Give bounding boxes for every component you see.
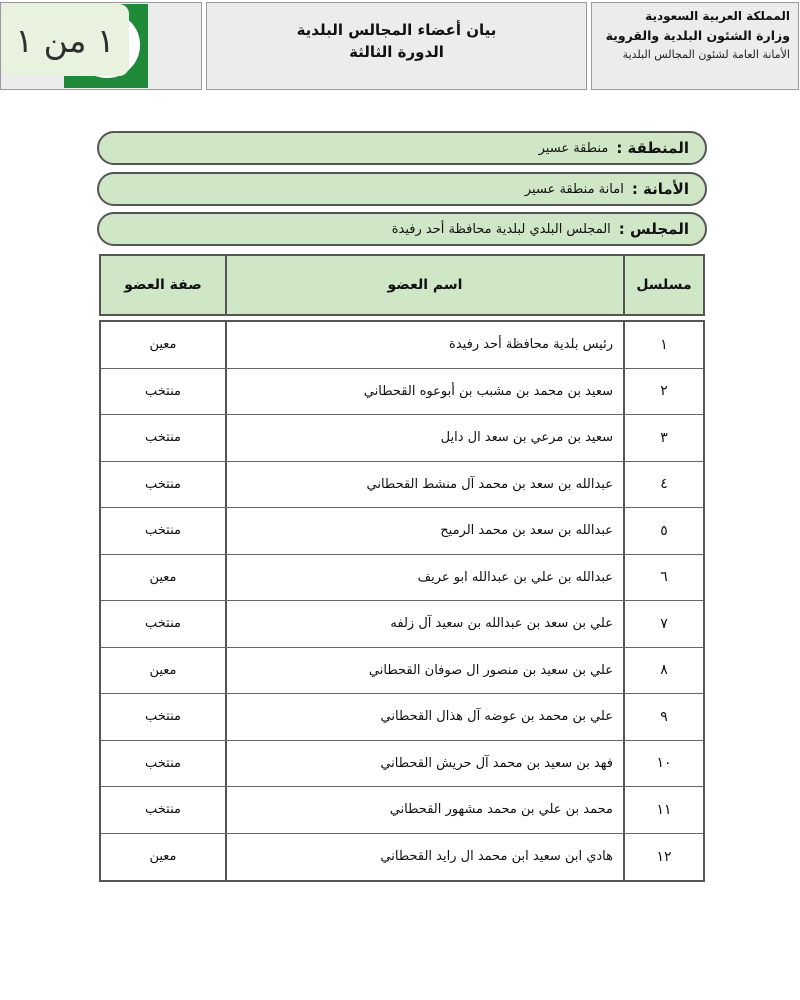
- member-name-cell: علي بن سعد بن عبدالله بن سعيد آل زلفه: [225, 601, 623, 647]
- ministry-name: وزارة الشئون البلدية والقروية: [605, 28, 790, 43]
- member-status-cell: معين: [149, 849, 177, 865]
- table-row: [101, 648, 703, 695]
- member-name-cell: عبدالله بن سعد بن محمد آل منشط القحطاني: [225, 462, 623, 508]
- member-name-cell: فهد بن سعيد بن محمد آل حريش القحطاني: [225, 741, 623, 787]
- member-status-cell: منتخب: [145, 523, 181, 539]
- table-row: [101, 508, 703, 555]
- municipality-field: [97, 172, 707, 206]
- serial-cell: ٦: [623, 555, 703, 601]
- serial-cell: ٤: [623, 462, 703, 508]
- member-status-cell: منتخب: [145, 709, 181, 725]
- council-label: المجلس :: [618, 220, 689, 238]
- member-name-cell: هادي ابن سعيد ابن محمد ال رايد القحطاني: [225, 834, 623, 881]
- document-title: بيان أعضاء المجالس البلدية: [296, 21, 497, 39]
- member-status-cell: منتخب: [145, 616, 181, 632]
- table-row: [101, 415, 703, 462]
- member-status-cell: منتخب: [145, 802, 181, 818]
- member-status-cell: منتخب: [145, 383, 181, 399]
- document-header: [0, 0, 800, 92]
- member-status-cell: منتخب: [145, 476, 181, 492]
- serial-column-header: مسلسل: [623, 256, 703, 314]
- serial-cell: ١١: [623, 787, 703, 833]
- table-row: [101, 462, 703, 509]
- region-value: منطقة عسير: [538, 140, 609, 156]
- title-box: [206, 2, 587, 90]
- kingdom-name: المملكة العربية السعودية: [645, 9, 790, 23]
- member-name-cell: سعيد بن مرعي بن سعد ال دايل: [225, 415, 623, 461]
- name-column-header: اسم العضو: [225, 256, 623, 314]
- region-label: المنطقة :: [616, 139, 689, 157]
- serial-cell: ١: [623, 322, 703, 368]
- serial-cell: ٣: [623, 415, 703, 461]
- table-row: [101, 741, 703, 788]
- serial-cell: ٧: [623, 601, 703, 647]
- secretariat-name: الأمانة العامة لشئون المجالس البلدية: [622, 48, 790, 61]
- serial-cell: ٨: [623, 648, 703, 694]
- ministry-info-box: [591, 2, 799, 90]
- serial-cell: ٥: [623, 508, 703, 554]
- table-row: [101, 601, 703, 648]
- serial-cell: ١٠: [623, 741, 703, 787]
- member-status-cell: معين: [149, 569, 177, 585]
- member-status-cell: منتخب: [145, 430, 181, 446]
- member-name-cell: علي بن سعيد بن منصور ال صوفان القحطاني: [225, 648, 623, 694]
- member-status-cell: منتخب: [145, 755, 181, 771]
- table-row: [101, 555, 703, 602]
- serial-cell: ٢: [623, 369, 703, 415]
- member-status-cell: معين: [149, 337, 177, 353]
- members-table-header: [99, 254, 705, 316]
- council-field: [97, 212, 707, 246]
- status-column-header: صفة العضو: [124, 277, 202, 293]
- member-status-cell: معين: [149, 662, 177, 678]
- table-row: [101, 787, 703, 834]
- page-number-badge: ١ من ١: [1, 4, 129, 76]
- table-row: [101, 322, 703, 369]
- member-name-cell: عبدالله بن سعد بن محمد الرميح: [225, 508, 623, 554]
- serial-cell: ١٢: [623, 834, 703, 881]
- table-row: [101, 834, 703, 881]
- serial-cell: ٩: [623, 694, 703, 740]
- members-table-body: [99, 320, 705, 882]
- member-name-cell: سعيد بن محمد بن مشبب بن أبوعوه القحطاني: [225, 369, 623, 415]
- session-title: الدورة الثالثة: [349, 43, 444, 61]
- member-name-cell: محمد بن علي بن محمد مشهور القحطاني: [225, 787, 623, 833]
- table-row: [101, 694, 703, 741]
- municipality-value: امانة منطقة عسير: [524, 181, 624, 197]
- member-name-cell: عبدالله بن علي بن عبدالله ابو عريف: [225, 555, 623, 601]
- council-value: المجلس البلدي لبلدية محافظة أحد رفيدة: [391, 221, 611, 237]
- municipality-label: الأمانة :: [631, 180, 689, 198]
- member-name-cell: رئيس بلدية محافظة أحد رفيدة: [225, 322, 623, 368]
- region-field: [97, 131, 707, 165]
- table-row: [101, 369, 703, 416]
- member-name-cell: علي بن محمد بن عوضه آل هذال القحطاني: [225, 694, 623, 740]
